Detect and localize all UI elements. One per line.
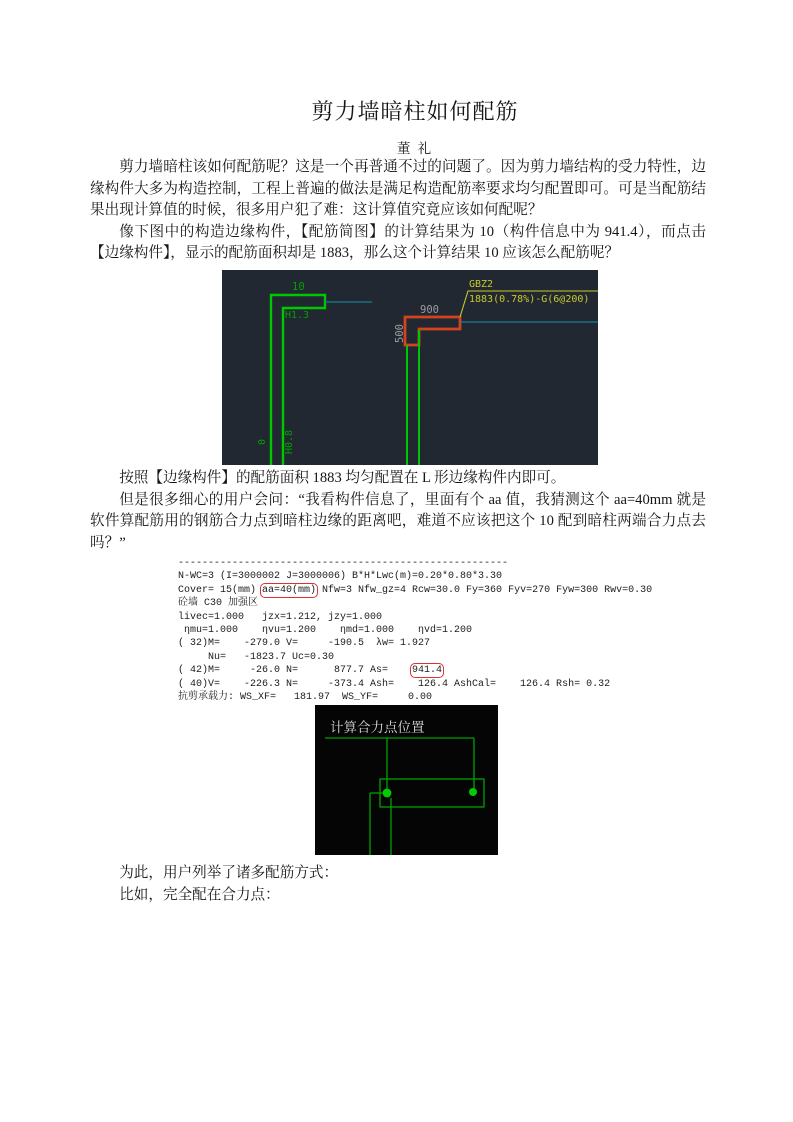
code-line: -------------------------------------------------------: [178, 558, 509, 569]
force-point-dot-left: [383, 789, 392, 798]
code-line: livec=1.000 jzx=1.212, jzy=1.000: [178, 611, 383, 623]
h08-label: H0.8: [284, 429, 295, 454]
code-line: [178, 664, 652, 677]
calc-value-label: 10: [292, 281, 305, 293]
code-line: N-WC=3 (I=3000002 J=3000006) B*H*Lwc(m)=0.20*0.80*3.30: [178, 571, 503, 583]
code-line: Nu= -1823.7 Uc=0.30: [178, 651, 335, 663]
annotation-member-name: GBZ2: [469, 279, 494, 290]
code-line: ( 40)V= -226.3 N= -373.4 Ash= 126.4 AshCal= 126.4 Rsh= 0.32: [178, 678, 611, 690]
closing-paragraphs: [90, 863, 706, 906]
author-name: 董 礼: [396, 141, 434, 156]
body-paragraph: 像下图中的构造边缘构件，【配筋简图】的计算结果为 10（构件信息中为 941.4），而点击【边缘构件】，显示的配筋面积却是 1883，那么这个计算结果 10 应该怎么配筋呢？: [90, 223, 706, 262]
dim-900-label: 900: [420, 304, 439, 316]
dim-500-label: 500: [394, 324, 406, 343]
zero-label: 0: [257, 438, 268, 445]
intro-paragraphs: [90, 157, 706, 265]
page-title: 剪力墙暗柱如何配筋: [311, 99, 519, 124]
force-point-dot-right: [469, 788, 477, 796]
code-line: ηmu=1.000 ηvu=1.200 ηmd=1.000 ηvd=1.200: [178, 625, 473, 637]
body-paragraph: 比如，完全配在合力点：: [119, 886, 280, 903]
body-paragraph: 但是很多细心的用户会问：“我看构件信息了，里面有个 aa 值，我猜测这个 aa=40mm 就是软件算配筋用的钢筋合力点到暗柱边缘的距离吧，难道不应该把这个 10 配到暗柱两端合力点去吗？”: [90, 491, 706, 551]
cad-figure-edge-member: [222, 270, 598, 465]
as-highlight-box: 941.4: [412, 665, 443, 677]
body-paragraph: 剪力墙暗柱该如何配筋呢？这是一个再普通不过的问题了。因为剪力墙结构的受力特性，边缘构件大多为构造控制，工程上普遍的做法是满足构造配筋率要求均匀配置即可。可是当配筋结果出现计算值的时候，很多用户犯了难：这计算值究竟应该如何配呢？: [90, 159, 706, 219]
code-segment: Nfw=3 Nfw_gz=4 Rcw=30.0 Fy=360 Fyv=270 Fyw=300 Rwv=0.30: [316, 584, 653, 596]
code-line: [178, 584, 652, 597]
annotation-rebar-value: 1883(0.78%)-G(6@200): [469, 294, 590, 305]
calc-output-block: [178, 557, 652, 704]
code-line: 抗剪承载力: WS_XF= 181.97 WS_YF= 0.00: [178, 692, 433, 704]
code-segment: ( 42)M= -26.0 N= 877.7 As=: [178, 665, 413, 677]
cad-figure-force-point: [315, 705, 498, 855]
force-point-caption: 计算合力点位置: [330, 720, 425, 735]
aa-highlight-box: aa=40(mm): [262, 584, 317, 596]
body-paragraph: 为此，用户列举了诸多配筋方式：: [119, 865, 339, 881]
code-segment: Cover= 15(mm): [178, 584, 263, 596]
body-paragraph: 按照【边缘构件】的配筋面积 1883 均匀配置在 L 形边缘构件内即可。: [119, 470, 566, 486]
h13-label: H1.3: [285, 310, 310, 321]
code-line: 砼墙 C30 加强区: [178, 598, 259, 610]
code-line: ( 32)M= -279.0 V= -190.5 λw= 1.927: [178, 638, 431, 650]
question-paragraphs: [90, 468, 706, 554]
